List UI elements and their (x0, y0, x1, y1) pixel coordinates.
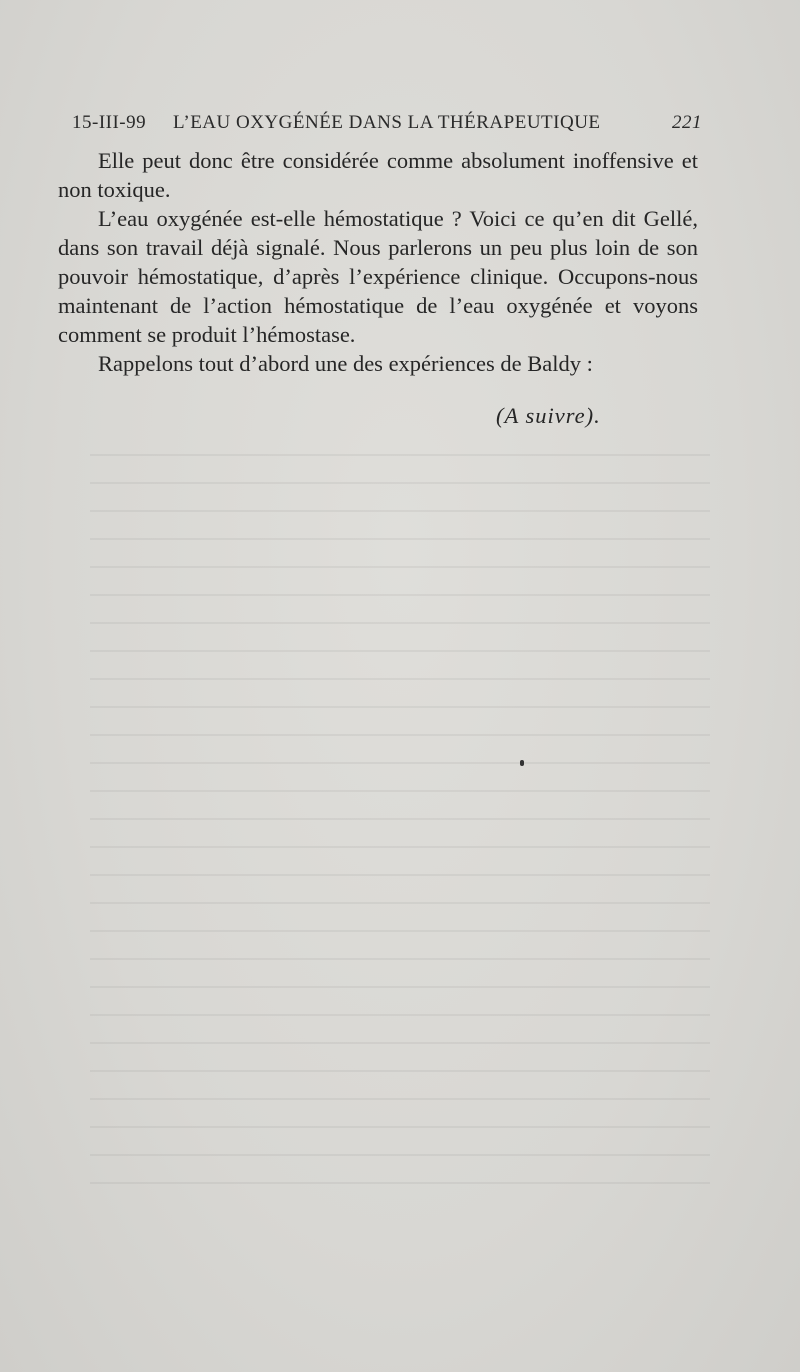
body-text (58, 146, 698, 378)
page-number: 221 (672, 112, 702, 133)
paragraph: Rappelons tout d’abord une des expériences de Baldy : (98, 351, 593, 376)
continuation-note: (A suivre). (496, 403, 601, 428)
running-title: L’EAU OXYGÉNÉE DANS LA THÉRAPEUTIQUE (173, 112, 601, 133)
ink-speck (520, 760, 524, 766)
paragraph: Elle peut donc être considérée comme absolument inoffensive et non toxique. (58, 148, 698, 202)
running-header (72, 112, 702, 142)
paragraph: L’eau oxygénée est-elle hémostatique ? Voici ce qu’en dit Gellé, dans son travail déjà signalé. Nous parlerons un peu plus loin de son pouvoir hémostatique, d’après l’expérience clinique. Occupons-nous maintenant de l’action hémostatique de l’eau oxygénée et voyons comment se produit l’hémostase. (58, 206, 698, 347)
issue-date: 15-III-99 (72, 112, 147, 133)
show-through-text (90, 440, 710, 1200)
